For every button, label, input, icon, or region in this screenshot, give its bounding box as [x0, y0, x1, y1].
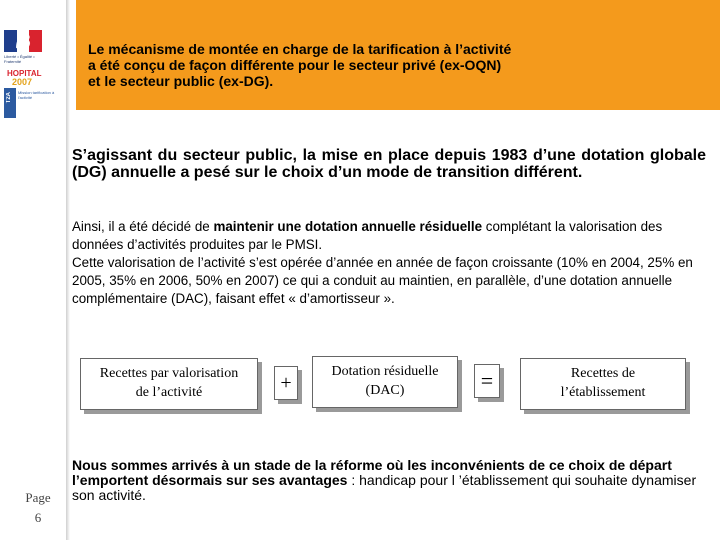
body-second: Cette valorisation de l’activité s’est opérée d’année en année de façon croissante (10% en 2004, 25% en 2005, 35% en 2006, 50% en 2007) ce qui a conduit au maintien, en parallèle, d’une dotation annuelle complémentaire (DAC), faisant effet « d’amortisseur ». — [72, 255, 693, 306]
svg-text:HOPITAL: HOPITAL — [7, 69, 42, 78]
body-rest: complétant la valorisation des données d’activités produites par le PMSI. — [72, 219, 663, 252]
ministry-logo — [2, 28, 66, 120]
box1-line1: Recettes par valorisation — [99, 366, 239, 381]
hopital-2007-logo-icon — [6, 66, 42, 86]
box2-line1: Dotation résiduelle — [331, 364, 439, 379]
page-label: Page — [25, 490, 51, 505]
box3-line2: l’établissement — [560, 385, 646, 400]
body-paragraph — [72, 218, 712, 308]
page-number: 6 — [34, 510, 42, 525]
equals-operator: = — [474, 364, 500, 398]
title-line-2: a été conçu de façon différente pour le secteur privé (ex-OQN) — [88, 57, 502, 73]
body-intro: Ainsi, il a été décidé de — [72, 219, 214, 234]
svg-text:2007: 2007 — [12, 77, 33, 86]
conclusion-rest: : handicap pour l ’établissement qui souhaite dynamiser son activité. — [72, 472, 697, 503]
t2a-label: T2A — [6, 92, 12, 104]
activity-revenue-box — [80, 358, 258, 410]
sidebar — [0, 0, 68, 540]
marianne-icon — [4, 30, 42, 52]
body-emphasis: maintenir une dotation annuelle résiduelle — [213, 219, 483, 234]
conclusion-bold: Nous sommes arrivés à un stade de la réforme où les inconvénients de ce choix de départ l’emportent désormais sur ses avantages — [72, 457, 672, 488]
conclusion-paragraph — [72, 458, 702, 503]
sidebar-divider — [66, 0, 70, 540]
republic-motto — [4, 54, 46, 64]
slide-title — [88, 41, 688, 89]
box1-line2: de l’activité — [135, 385, 203, 400]
motto-text: Liberté • Égalité • Fraternité — [4, 54, 35, 64]
plus-operator: + — [274, 366, 298, 400]
mission-label: Mission tarification à l'activité — [18, 90, 55, 100]
lead-paragraph: S’agissant du secteur public, la mise en place depuis 1983 d’une dotation globale (DG) annuelle a pesé sur le choix d’un mode de transition différent. — [72, 147, 706, 181]
page-indicator — [20, 488, 56, 528]
box2-line2: (DAC) — [365, 383, 405, 398]
establishment-revenue-box — [520, 358, 686, 410]
residual-dotation-box — [312, 356, 458, 408]
box3-line1: Recettes de — [570, 366, 636, 381]
title-line-3: et le secteur public (ex-DG). — [88, 73, 274, 89]
title-line-1: Le mécanisme de montée en charge de la tarification à l’activité — [88, 41, 512, 57]
